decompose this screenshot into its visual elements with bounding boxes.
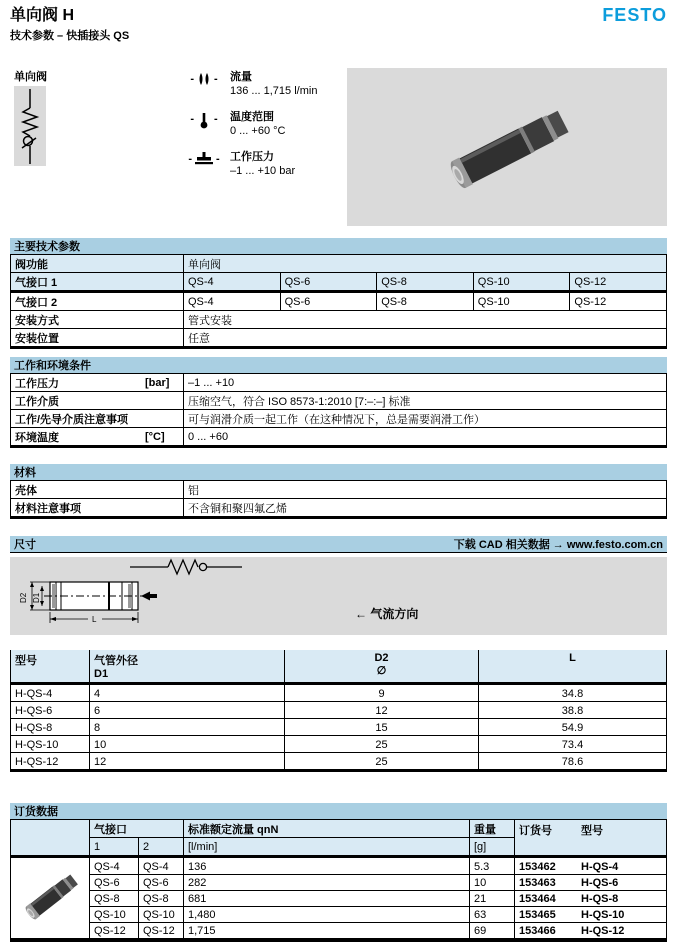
general-row-label: 阀功能 [15,259,48,271]
ordering-col-flow: 标准额定流量 qnN [183,820,469,838]
dash: - [190,73,194,85]
ordering-col-type: 型号 [581,825,603,837]
general-row-value: QS-10 [473,273,570,290]
ordering-row-ids [514,922,666,938]
general-row [11,255,666,272]
festo-logo: FESTO [602,5,667,25]
ordering-col-port2: 2 [138,838,183,855]
operating-row [11,374,666,391]
spec-flow-label: 流量 [230,71,252,83]
ordering-section-bar [10,803,667,820]
material-row [11,481,666,498]
ordering-row-port1: QS-12 [89,922,138,938]
general-row-label: 安装方式 [15,315,59,327]
operating-row-unit [141,410,183,427]
operating-row-label: 工作/先导介质注意事项 [15,414,129,426]
ordering-row-ids [514,874,666,890]
ordering-row-type: H-QS-8 [581,893,619,905]
dimension-row-d2: 12 [284,702,478,718]
material-row-label: 材料注意事项 [15,503,81,515]
spec-temperature-value: 0 ... +60 °C [230,125,286,137]
operating-row [11,391,666,409]
ordering-row-flow: 681 [183,890,469,906]
general-row-value: QS-8 [376,273,473,290]
dimensions-section-bar [10,536,667,553]
dimension-row [11,718,666,735]
ordering-row-part-no: 153463 [519,877,556,889]
temperature-icon [197,112,211,129]
ordering-table-header [10,820,667,855]
ordering-row-ids [514,906,666,922]
general-row [11,328,666,346]
ordering-row-port2: QS-6 [138,874,183,890]
ordering-row-weight: 69 [469,922,514,938]
ordering-row-port1: QS-8 [89,890,138,906]
material-row-label: 壳体 [15,485,37,497]
symbol-label: 单向阀 [14,71,47,83]
dimension-row-l: 34.8 [478,685,666,701]
ordering-row-flow: 136 [183,858,469,874]
page-header [10,0,667,52]
ordering-col-flow-unit: [l/min] [183,838,469,855]
ordering-row-flow: 282 [183,874,469,890]
material-table [10,481,667,516]
dash: - [214,73,218,85]
ordering-col-port: 气接口 [89,820,183,838]
overview-section [10,64,667,228]
ordering-product-thumb [11,858,89,938]
dash: - [216,153,220,165]
general-row-value: QS-6 [280,293,377,310]
dash: - [214,113,218,125]
ordering-col-port1: 1 [89,838,138,855]
dimension-row-type: H-QS-10 [15,738,59,751]
general-row-label: 气接口 1 [15,277,58,289]
dim-label-d1: D1 [32,592,41,603]
product-photo-box [347,68,667,226]
general-row-value: QS-8 [376,293,473,310]
general-row-value: 任意 [183,329,666,346]
ordering-row-type: H-QS-4 [581,860,619,873]
dim-label-d2: D2 [19,592,28,603]
general-data-section [10,238,667,349]
operating-section-title: 工作和环境条件 [14,360,91,372]
dash: - [190,113,194,125]
general-row-value: QS-12 [569,293,666,310]
divider [10,938,667,942]
ordering-row-ids [514,890,666,906]
ordering-row-type: H-QS-6 [581,877,619,889]
operating-row-label: 环境温度 [15,432,59,444]
ordering-row-flow: 1,715 [183,922,469,938]
operating-row-value: –1 ... +10 [183,374,666,391]
dimension-row-d2: 25 [284,736,478,752]
dimension-row [11,685,666,701]
dimensions-section-title: 尺寸 [14,539,36,551]
material-row-value: 铝 [183,481,666,498]
general-row-label: 气接口 2 [15,297,58,309]
dimension-row-d2: 9 [284,685,478,701]
dimension-drawing-box [10,557,667,635]
ordering-row-part-no: 153466 [519,925,556,937]
operating-row [11,409,666,427]
ordering-row-port2: QS-12 [138,922,183,938]
ordering-section [10,803,667,942]
flow-direction-label: ← 气流方向 [355,607,419,621]
operating-row-label: 工作压力 [15,378,59,390]
spec-flow [178,70,317,99]
dimension-row-type: H-QS-6 [15,704,53,717]
dimension-row-d2: 15 [284,719,478,735]
general-table [10,255,667,346]
ordering-row-type: H-QS-12 [581,925,625,937]
general-row-value: QS-4 [183,293,280,310]
check-valve-symbol-icon [14,86,46,166]
material-section-bar [10,464,667,481]
dim-col-type: 型号 [15,655,37,667]
dimension-row-type: H-QS-12 [15,755,59,768]
ordering-image-header [11,820,89,855]
general-row-value: QS-10 [473,293,570,310]
dimension-row-l: 73.4 [478,736,666,752]
general-section-bar [10,238,667,255]
dimension-row-type: H-QS-8 [15,721,53,734]
general-row-label: 安装位置 [15,333,59,345]
dimension-row [11,701,666,718]
dimension-row-l: 38.8 [478,702,666,718]
dimension-row-d1: 4 [89,685,284,701]
spec-list [178,70,317,190]
general-row [11,310,666,328]
pressure-icon [195,152,213,166]
dimension-row [11,752,666,769]
material-section [10,464,667,519]
general-row-value: QS-4 [183,273,280,290]
dimensions-section [10,536,667,772]
general-section-title: 主要技术参数 [14,241,80,253]
page-title: 单向阀 H [10,7,75,24]
dimension-row-d1: 8 [89,719,284,735]
ordering-row-port1: QS-6 [89,874,138,890]
dash: - [188,153,192,165]
ordering-section-title: 订货数据 [14,806,58,818]
product-thumb-photo [17,870,83,926]
dimension-row-d2: 25 [284,753,478,769]
dim-col-d2: D2 ∅ [284,650,478,682]
ordering-row-weight: 63 [469,906,514,922]
page-subtitle: 技术参数 – 快插接头 QS [10,30,130,42]
spec-temperature [178,110,317,139]
operating-section [10,357,667,448]
spec-pressure-label: 工作压力 [230,151,274,163]
ordering-col-weight: 重量 [469,820,514,838]
dimension-row-d1: 6 [89,702,284,718]
general-row-value: 单向阀 [183,255,666,272]
ordering-col-part-no: 订货号 [519,825,552,837]
material-row [11,498,666,516]
ordering-col-ids [514,820,666,855]
ordering-row-port2: QS-4 [138,858,183,874]
operating-row-unit [141,392,183,409]
dim-col-d1: 气管外径 D1 [89,650,284,682]
operating-row-value: 压缩空气，符合 ISO 8573-1:2010 [7:–:–] 标准 [183,392,666,409]
ordering-row-port1: QS-10 [89,906,138,922]
general-row-value: 管式安装 [183,311,666,328]
operating-row-value: 可与润滑介质一起工作（在这种情况下，总是需要润滑工作） [183,410,666,427]
operating-table [10,374,667,445]
dimension-row-l: 54.9 [478,719,666,735]
ordering-row-port1: QS-4 [89,858,138,874]
spec-flow-value: 136 ... 1,715 l/min [230,85,318,97]
flow-icon [197,72,211,87]
dimension-row-d1: 12 [89,753,284,769]
dim-label-l: L [92,615,97,624]
general-row-value: QS-12 [569,273,666,290]
ordering-row-weight: 21 [469,890,514,906]
cad-download-link[interactable]: 下载 CAD 相关数据 → www.festo.com.cn [453,539,663,551]
ordering-row-weight: 5.3 [469,858,514,874]
dimension-row-d1: 10 [89,736,284,752]
dimension-row-l: 78.6 [478,753,666,769]
dimension-table-header [10,650,667,682]
general-row [11,293,666,310]
ordering-row-port2: QS-8 [138,890,183,906]
general-row-value: QS-6 [280,273,377,290]
ordering-row-type: H-QS-10 [581,909,625,921]
operating-row-unit: [°C] [145,431,165,443]
ordering-row-weight: 10 [469,874,514,890]
ordering-col-weight-unit: [g] [469,838,514,855]
operating-row-unit: [bar] [145,377,170,389]
material-row-value: 不含铜和聚四氟乙烯 [183,499,666,516]
product-photo [347,68,667,226]
operating-section-bar [10,357,667,374]
spec-temperature-label: 温度范围 [230,111,274,123]
ordering-row-part-no: 153465 [519,909,556,921]
ordering-row-part-no: 153462 [519,860,556,873]
spec-pressure [178,150,317,179]
dimension-row-type: H-QS-4 [15,687,53,700]
spec-pressure-value: –1 ... +10 bar [230,165,296,177]
dimension-table [10,685,667,769]
dim-col-l: L [478,650,666,682]
ordering-table [10,858,667,938]
operating-row-label: 工作介质 [15,396,59,408]
material-section-title: 材料 [14,467,36,479]
operating-row [11,427,666,445]
check-valve-symbol-box [14,86,46,166]
general-row [11,272,666,290]
ordering-row-port2: QS-10 [138,906,183,922]
ordering-row-ids [514,858,666,874]
dimension-drawing [10,557,667,635]
ordering-row-part-no: 153464 [519,893,556,905]
ordering-row-flow: 1,480 [183,906,469,922]
dimension-row [11,735,666,752]
operating-row-value: 0 ... +60 [183,428,666,445]
